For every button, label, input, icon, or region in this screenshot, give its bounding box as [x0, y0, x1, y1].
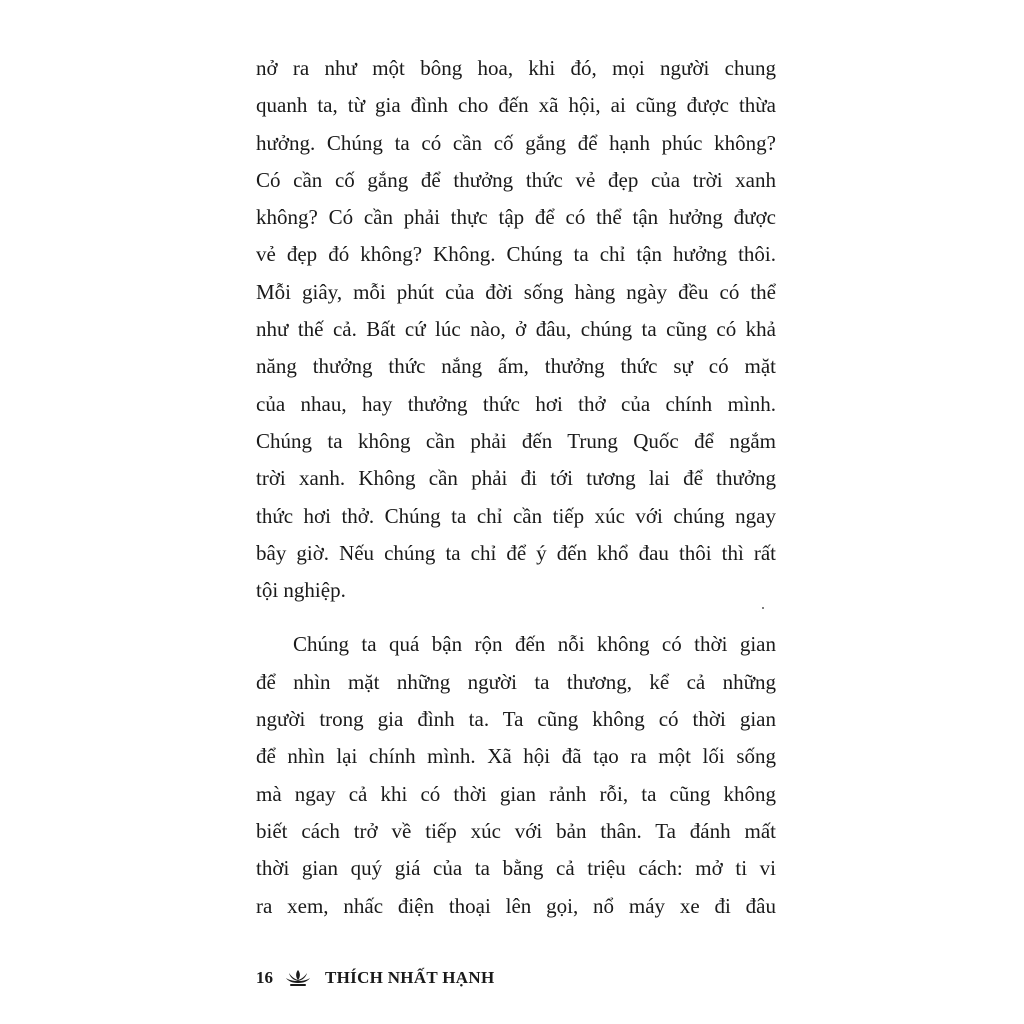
text-line: mà ngay cả khi có thời gian rảnh rỗi, ta cũng không	[256, 781, 776, 806]
text-line: năng thưởng thức nắng ấm, thưởng thức sự có mặt	[256, 354, 776, 379]
print-speck	[762, 607, 764, 609]
text-line: để nhìn lại chính mình. Xã hội đã tạo ra một lối sống	[256, 744, 776, 769]
text-line: tội nghiệp.	[256, 578, 346, 603]
text-line: hưởng. Chúng ta có cần cố gắng để hạnh phúc không?	[256, 130, 776, 155]
author-name: THÍCH NHẤT HẠNH	[325, 968, 495, 987]
text-line: thức hơi thở. Chúng ta chỉ cần tiếp xúc với chúng ngay	[256, 503, 776, 528]
text-line: Chúng ta quá bận rộn đến nỗi không có thời gian	[293, 632, 776, 657]
paragraph-2	[256, 626, 776, 924]
text-line: thời gian quý giá của ta bằng cả triệu cách: mở ti vi	[256, 856, 776, 881]
text-line: ra xem, nhấc điện thoại lên gọi, nổ máy xe đi đâu	[256, 893, 776, 918]
text-line: quanh ta, từ gia đình cho đến xã hội, ai cũng được thừa	[256, 93, 776, 118]
page-footer	[256, 962, 495, 994]
text-line: Mỗi giây, mỗi phút của đời sống hàng ngày đều có thể	[256, 279, 776, 304]
text-line: vẻ đẹp đó không? Không. Chúng ta chỉ tận hưởng thôi.	[256, 242, 776, 267]
paragraph-gap	[256, 609, 776, 626]
text-line: trời xanh. Không cần phải đi tới tương lai để thưởng	[256, 466, 776, 491]
page-body	[256, 50, 776, 925]
text-line: biết cách trở về tiếp xúc với bản thân. Ta đánh mất	[256, 818, 776, 843]
page-number: 16	[256, 968, 273, 987]
text-line: Chúng ta không cần phải đến Trung Quốc để ngắm	[256, 428, 776, 453]
paragraph-1	[256, 50, 776, 609]
text-line: không? Có cần phải thực tập để có thể tận hưởng được	[256, 205, 776, 230]
text-line: của nhau, hay thưởng thức hơi thở của chính mình.	[256, 391, 776, 416]
text-line: bây giờ. Nếu chúng ta chỉ để ý đến khổ đau thôi thì rất	[256, 540, 776, 565]
text-line: như thế cả. Bất cứ lúc nào, ở đâu, chúng ta cũng có khả	[256, 317, 776, 342]
lotus-ornament-icon	[285, 969, 311, 987]
text-line: để nhìn mặt những người ta thương, kể cả những	[256, 669, 776, 694]
text-line: nở ra như một bông hoa, khi đó, mọi người chung	[256, 56, 776, 80]
text-line: người trong gia đình ta. Ta cũng không có thời gian	[256, 707, 776, 732]
text-line: Có cần cố gắng để thưởng thức vẻ đẹp của trời xanh	[256, 167, 776, 192]
